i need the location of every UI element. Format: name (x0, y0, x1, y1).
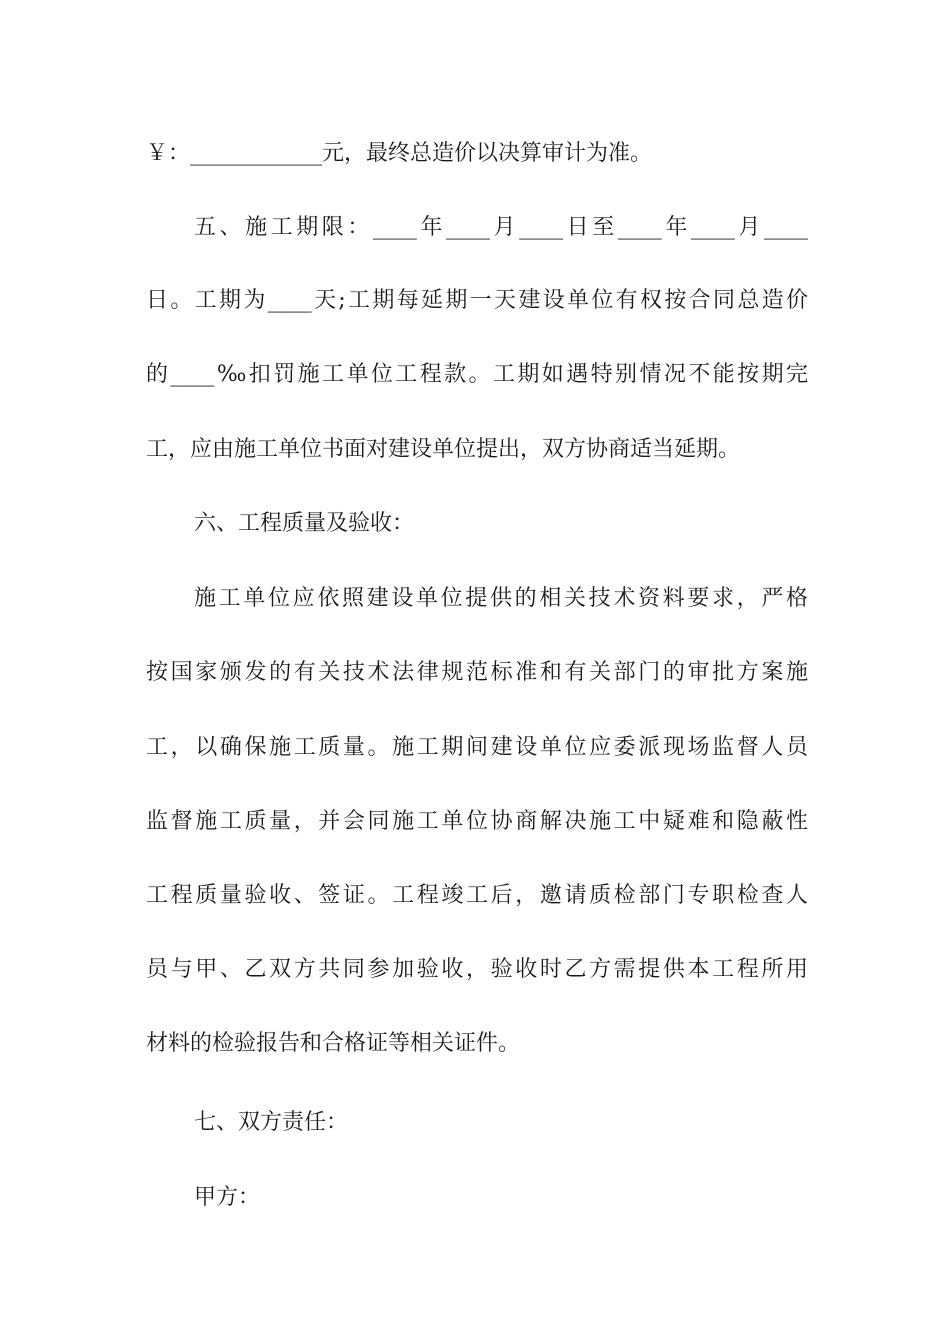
text-line-quality-7: 材料的检验报告和合格证等相关证件。 (146, 1031, 521, 1056)
text-line-schedule-3: 工，应由施工单位书面对建设单位提出，双方协商适当延期。 (146, 437, 741, 462)
text-line-section-7-heading: 七、双方责任： (194, 1110, 349, 1135)
text-line-quality-6: 员与甲、乙双方共同参加验收，验收时乙方需提供本工程所用 (146, 957, 808, 982)
text-line-party-a-heading: 甲方： (194, 1185, 261, 1210)
text-line-section-5-heading: 五、施工期限：____年____月____日至____年____月____ (194, 215, 808, 240)
text-line-section-6-heading: 六、工程质量及验收： (194, 511, 415, 536)
text-line-price-total: ￥：____________元，最终总造价以决算审计为准。 (146, 141, 653, 166)
text-line-quality-3: 工，以确保施工质量。施工期间建设单位应委派现场监督人员 (146, 735, 808, 760)
text-line-quality-4: 监督施工质量，并会同施工单位协商解决施工中疑难和隐蔽性 (146, 809, 808, 834)
text-line-quality-2: 按国家颁发的有关技术法律规范标准和有关部门的审批方案施 (146, 660, 808, 685)
text-line-quality-5: 工程质量验收、签证。工程竣工后，邀请质检部门专职检查人 (146, 883, 808, 908)
text-line-quality-1: 施工单位应依照建设单位提供的相关技术资料要求，严格 (194, 586, 808, 611)
text-line-schedule-1: 日。工期为____天;工期每延期一天建设单位有权按合同总造价 (146, 288, 808, 313)
text-line-schedule-2: 的____‰扣罚施工单位工程款。工期如遇特别情况不能按期完 (146, 362, 808, 387)
